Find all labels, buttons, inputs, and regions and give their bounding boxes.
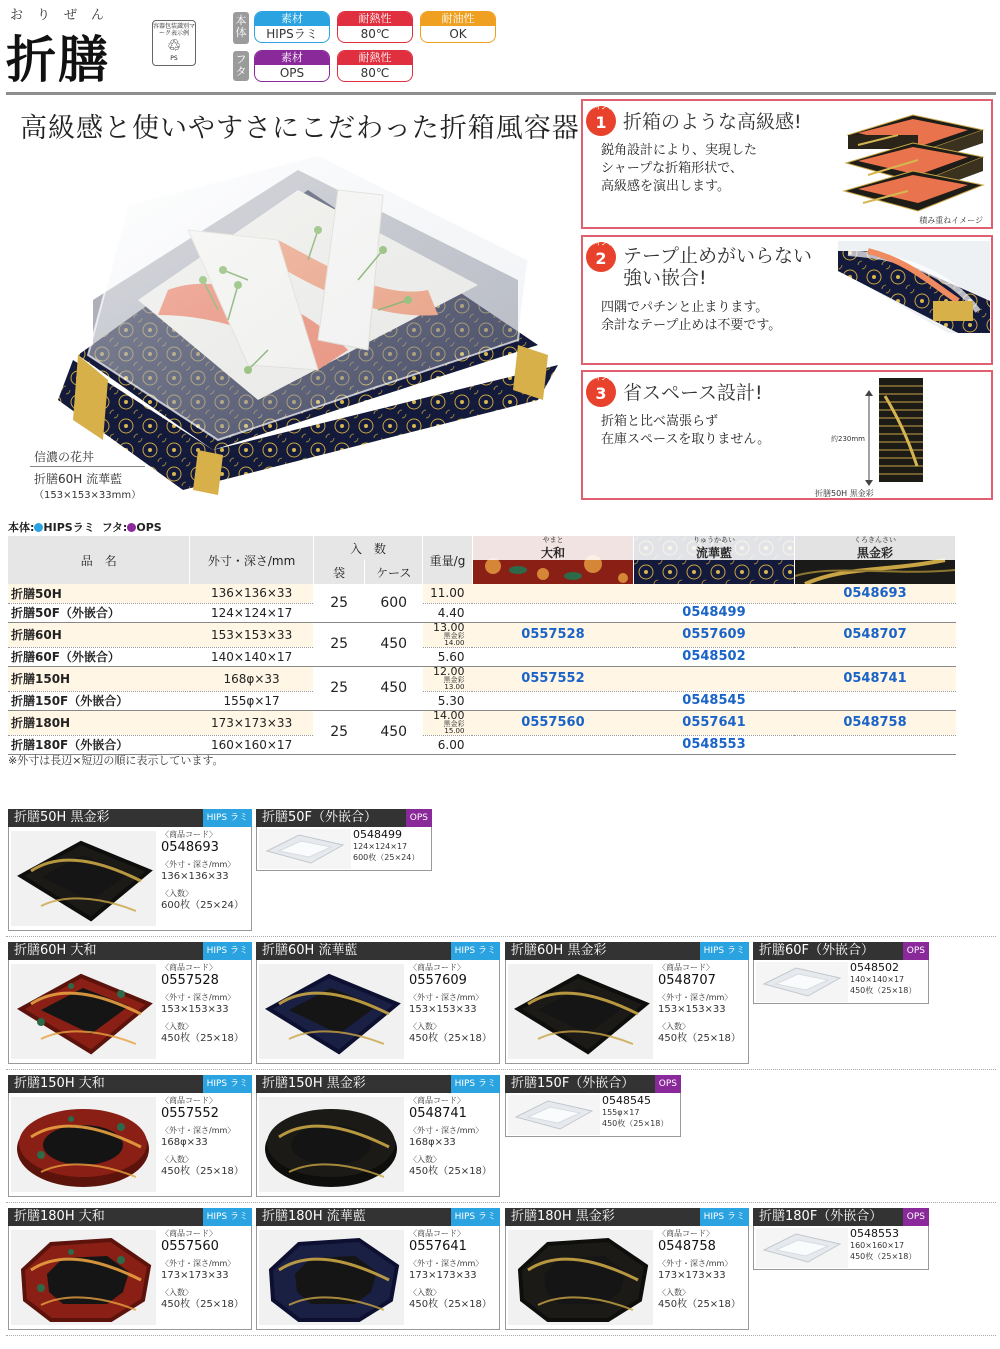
cell-code-0 <box>472 603 633 622</box>
page-title: 折膳 <box>6 30 110 89</box>
product-card <box>8 1075 252 1197</box>
cell-size: 153×153×33 <box>190 622 313 647</box>
product-qty: 450枚（25×18） <box>602 1119 669 1128</box>
card-title-text: 折膳60F（外嵌合） <box>759 943 875 958</box>
card-info <box>658 1228 748 1311</box>
material-tag: HIPS ラミ <box>451 1208 500 1226</box>
card-title-text: 折膳50F（外嵌合） <box>262 810 378 825</box>
table-row <box>8 710 956 735</box>
product-size: 153×153×33 <box>409 1004 477 1015</box>
cell-name: 折膳180F（外嵌合） <box>8 735 190 754</box>
card-body <box>256 1226 500 1330</box>
card-info <box>161 1095 251 1178</box>
product-code: 0557552 <box>161 1106 219 1121</box>
table-footnote: ※外寸は長辺×短辺の順に表示しています。 <box>8 754 224 767</box>
product-card <box>753 942 929 1004</box>
point-1-badge: ポイント 1 <box>586 106 616 136</box>
product-image <box>259 1097 404 1192</box>
cell-code-0: 0557560 <box>472 710 633 735</box>
product-qty: 450枚（25×18） <box>161 1033 244 1044</box>
code-label: 〈商品コード〉 <box>161 1096 217 1105</box>
product-size: 153×153×33 <box>161 1004 229 1015</box>
cell-code-1: 0548553 <box>633 735 794 754</box>
code-label: 〈商品コード〉 <box>409 963 465 972</box>
cell-code-0: 0557528 <box>472 622 633 647</box>
product-code: 0557609 <box>409 973 467 988</box>
cell-name: 折膳150H <box>8 666 190 691</box>
cell-code-2: 0548758 <box>794 710 955 735</box>
material-tag: OPS <box>903 942 929 960</box>
cell-weight: 11.00 <box>423 584 473 603</box>
product-image <box>508 1095 600 1135</box>
product-card <box>256 942 500 1064</box>
table-row <box>8 691 956 710</box>
body-badge-head: 耐油性 <box>421 12 495 26</box>
product-size: 140×140×17 <box>850 975 905 984</box>
product-image <box>756 1228 848 1268</box>
card-title <box>8 1208 252 1226</box>
size-label: 〈外寸・深さ/mm〉 <box>161 993 236 1002</box>
card-title <box>505 1075 681 1093</box>
size-label: 〈外寸・深さ/mm〉 <box>409 1259 484 1268</box>
card-title <box>505 1208 749 1226</box>
col-weight: 重量/g <box>423 536 473 584</box>
material-tag: HIPS ラミ <box>451 942 500 960</box>
cell-case: 450 <box>365 666 423 710</box>
card-title-text: 折膳50H 黒金彩 <box>14 810 110 825</box>
card-info <box>161 962 251 1045</box>
cell-code-1: 0548545 <box>633 691 794 710</box>
height-note: 約230mm <box>831 435 865 443</box>
row-separator <box>6 936 996 937</box>
cell-case: 450 <box>365 710 423 754</box>
cell-size: 136×136×33 <box>190 584 313 603</box>
caption-underline <box>30 466 145 467</box>
product-qty: 450枚（25×18） <box>409 1299 492 1310</box>
lid-badge-1 <box>337 50 413 82</box>
product-image <box>11 964 156 1059</box>
lid-badge-value: 80℃ <box>360 66 390 80</box>
product-code: 0557560 <box>161 1239 219 1254</box>
card-body <box>8 1226 252 1330</box>
lid-badge-0 <box>254 50 330 82</box>
body-badge-value: 80℃ <box>360 27 390 41</box>
col-bag: 袋 <box>313 560 365 584</box>
product-card <box>753 1208 929 1270</box>
row-separator <box>6 1069 996 1070</box>
card-body <box>505 1093 681 1137</box>
point-1-box <box>581 99 993 229</box>
point-1-text: 鋭角設計により、実現した シャープな折箱形状で、 高級感を演出します。 <box>601 143 758 194</box>
point-3-box <box>581 370 993 500</box>
qty-label: 〈入数〉 <box>409 1155 441 1164</box>
product-card <box>505 1075 681 1137</box>
stacked-containers-image <box>877 376 925 484</box>
cell-name: 折膳60H <box>8 622 190 647</box>
card-body <box>8 1093 252 1197</box>
product-code: 0548502 <box>850 961 899 974</box>
card-title-text: 折膳60H 大和 <box>14 943 97 958</box>
body-badge-value: OK <box>449 27 467 41</box>
point-2-title: テープ止めがいらない 強い嵌合! <box>623 245 813 289</box>
point-3-badge: ポイント 3 <box>586 377 616 407</box>
product-size: 124×124×17 <box>353 842 408 851</box>
recycle-mark-label: 容器包装識別マーク表示例 <box>153 23 196 37</box>
cell-code-0 <box>472 647 633 666</box>
cell-size: 173×173×33 <box>190 710 313 735</box>
product-card <box>256 1075 500 1197</box>
product-size: 136×136×33 <box>161 871 229 882</box>
card-info <box>409 1228 499 1311</box>
lid-badge-head: 素材 <box>255 51 329 65</box>
body-badge-2 <box>420 11 496 43</box>
material-tag: HIPS ラミ <box>203 809 252 827</box>
cell-case: 450 <box>365 622 423 666</box>
table-row <box>8 584 956 603</box>
photo-caption-dish: 信濃の花丼 <box>34 450 95 464</box>
table-row <box>8 666 956 691</box>
cell-code-2: 0548741 <box>794 666 955 691</box>
cell-size: 140×140×17 <box>190 647 313 666</box>
cell-weight: 5.60 <box>423 647 473 666</box>
cell-bag: 25 <box>313 666 365 710</box>
product-qty: 450枚（25×18） <box>658 1299 741 1310</box>
card-body <box>8 960 252 1064</box>
photo-caption-size: （153×153×33mm） <box>34 490 142 501</box>
cell-weight: 12.00 黒金彩 13.00 <box>423 666 473 691</box>
photo-caption-product: 折膳60H 流華藍 <box>34 472 123 486</box>
card-info <box>658 962 748 1045</box>
product-image <box>11 1097 156 1192</box>
card-title <box>256 942 500 960</box>
cell-name: 折膳50F（外嵌合） <box>8 603 190 622</box>
card-title-text: 折膳180F（外嵌合） <box>759 1209 883 1224</box>
product-qty: 450枚（25×18） <box>409 1166 492 1177</box>
point-1-title: 折箱のような高級感! <box>623 111 802 133</box>
col-name: 品 名 <box>8 536 190 584</box>
material-tag: OPS <box>406 809 432 827</box>
card-body <box>256 827 432 871</box>
cell-name: 折膳50H <box>8 584 190 603</box>
product-size: 168φ×33 <box>161 1137 208 1148</box>
col-kurokin <box>794 536 955 584</box>
fit-closeup-image <box>838 241 990 333</box>
cell-code-2 <box>794 603 955 622</box>
material-tag: OPS <box>903 1208 929 1226</box>
card-info <box>161 1228 251 1311</box>
card-title-text: 折膳60H 黒金彩 <box>511 943 607 958</box>
cell-size: 124×124×17 <box>190 603 313 622</box>
product-card <box>8 942 252 1064</box>
body-badge-head: 耐熱性 <box>338 12 412 26</box>
recycle-icon: ♲ <box>166 36 182 55</box>
point-2-badge: ポイント 2 <box>586 242 616 272</box>
product-code: 0557528 <box>161 973 219 988</box>
size-label: 〈外寸・深さ/mm〉 <box>161 1259 236 1268</box>
product-size: 168φ×33 <box>409 1137 456 1148</box>
card-title-text: 折膳150H 黒金彩 <box>262 1076 366 1091</box>
cell-size: 155φ×17 <box>190 691 313 710</box>
material-note: 本体: HIPSラミ フタ: OPS <box>8 521 162 534</box>
cell-code-1 <box>633 666 794 691</box>
body-badge-value: HIPSラミ <box>266 27 318 41</box>
code-label: 〈商品コード〉 <box>161 1229 217 1238</box>
cell-weight: 14.00 黒金彩 15.00 <box>423 710 473 735</box>
card-body <box>753 1226 929 1270</box>
card-title <box>8 942 252 960</box>
cell-code-1: 0557641 <box>633 710 794 735</box>
qty-label: 〈入数〉 <box>658 1288 690 1297</box>
table-row <box>8 622 956 647</box>
qty-label: 〈入数〉 <box>658 1022 690 1031</box>
material-tag: HIPS ラミ <box>203 1075 252 1093</box>
card-title <box>8 809 252 827</box>
card-body <box>256 1093 500 1197</box>
body-badge-head: 素材 <box>255 12 329 26</box>
product-qty: 450枚（25×18） <box>658 1033 741 1044</box>
product-card <box>256 1208 500 1330</box>
product-qty: 450枚（25×18） <box>850 1252 917 1261</box>
cell-code-0 <box>472 584 633 603</box>
card-info <box>409 962 499 1045</box>
cell-size: 160×160×17 <box>190 735 313 754</box>
cell-name: 折膳60F（外嵌合） <box>8 647 190 666</box>
qty-label: 〈入数〉 <box>161 1022 193 1031</box>
card-title <box>256 1075 500 1093</box>
card-title <box>256 809 432 827</box>
product-code: 0548499 <box>353 828 402 841</box>
material-tag: HIPS ラミ <box>451 1075 500 1093</box>
qty-label: 〈入数〉 <box>409 1288 441 1297</box>
product-size: 153×153×33 <box>658 1004 726 1015</box>
cell-code-0: 0557552 <box>472 666 633 691</box>
card-title <box>505 942 749 960</box>
recycle-material: PS <box>170 55 178 62</box>
product-card <box>505 1208 749 1330</box>
col-ryuka <box>633 536 794 584</box>
stack-image <box>838 105 988 215</box>
card-info <box>850 1227 940 1262</box>
product-image <box>508 1230 653 1325</box>
card-info <box>602 1094 692 1129</box>
card-info <box>161 829 251 912</box>
cell-code-2 <box>794 647 955 666</box>
size-label: 〈外寸・深さ/mm〉 <box>658 1259 733 1268</box>
header-divider <box>6 92 996 95</box>
code-label: 〈商品コード〉 <box>658 1229 714 1238</box>
cell-weight: 13.00 黒金彩 14.00 <box>423 622 473 647</box>
product-image <box>11 1230 156 1325</box>
code-label: 〈商品コード〉 <box>409 1229 465 1238</box>
card-title <box>753 1208 929 1226</box>
product-size: 173×173×33 <box>658 1270 726 1281</box>
cell-bag: 25 <box>313 584 365 622</box>
card-title-text: 折膳180H 黒金彩 <box>511 1209 615 1224</box>
product-size: 173×173×33 <box>409 1270 477 1281</box>
table-row <box>8 647 956 666</box>
col-yamato <box>472 536 633 584</box>
product-card <box>256 809 432 871</box>
size-label: 〈外寸・深さ/mm〉 <box>161 1126 236 1135</box>
card-info <box>409 1095 499 1178</box>
row-separator <box>6 1335 996 1336</box>
card-title <box>753 942 929 960</box>
qty-label: 〈入数〉 <box>161 1288 193 1297</box>
code-label: 〈商品コード〉 <box>161 963 217 972</box>
col-case: ケース <box>365 560 423 584</box>
card-body <box>8 827 252 931</box>
qty-label: 〈入数〉 <box>161 1155 193 1164</box>
product-code: 0557641 <box>409 1239 467 1254</box>
cell-code-2: 0548693 <box>794 584 955 603</box>
qty-label: 〈入数〉 <box>409 1022 441 1031</box>
product-code: 0548545 <box>602 1094 651 1107</box>
card-title <box>8 1075 252 1093</box>
code-label: 〈商品コード〉 <box>161 830 217 839</box>
stack-image-note: 積み重ねイメージ <box>919 216 983 225</box>
lid-side-label: フタ <box>233 51 249 81</box>
product-code: 0548693 <box>161 840 219 855</box>
cell-size: 168φ×33 <box>190 666 313 691</box>
lid-badge-value: OPS <box>279 66 305 80</box>
title-ruby: おりぜん <box>10 8 119 23</box>
cell-code-2 <box>794 691 955 710</box>
size-label: 〈外寸・深さ/mm〉 <box>409 993 484 1002</box>
table-row <box>8 603 956 622</box>
size-label: 〈外寸・深さ/mm〉 <box>161 860 236 869</box>
product-size: 173×173×33 <box>161 1270 229 1281</box>
product-photo <box>18 150 563 510</box>
product-size: 160×160×17 <box>850 1241 905 1250</box>
point-2-box <box>581 235 993 365</box>
card-info <box>850 961 940 996</box>
card-info <box>353 828 443 863</box>
material-tag: HIPS ラミ <box>700 942 749 960</box>
card-body <box>505 960 749 1064</box>
card-title-text: 折膳150F（外嵌合） <box>511 1076 635 1091</box>
point-3-text: 折箱と比べ嵩張らず 在庫スペースを取りません。 <box>601 414 771 447</box>
point-3-title: 省スペース設計! <box>623 382 763 404</box>
stacked-image-note: 折膳50H 黒金彩 <box>815 489 874 498</box>
point-2-text: 四隅でパチンと止まります。 余計なテープ止めは不要です。 <box>601 300 782 333</box>
card-title-text: 折膳180H 大和 <box>14 1209 105 1224</box>
product-code: 0548741 <box>409 1106 467 1121</box>
product-code: 0548707 <box>658 973 716 988</box>
material-tag: HIPS ラミ <box>203 1208 252 1226</box>
card-title-text: 折膳180H 流華藍 <box>262 1209 366 1224</box>
card-body <box>505 1226 749 1330</box>
material-tag: HIPS ラミ <box>700 1208 749 1226</box>
product-qty: 450枚（25×18） <box>161 1166 244 1177</box>
product-image <box>259 829 351 869</box>
card-title <box>256 1208 500 1226</box>
product-card <box>8 1208 252 1330</box>
product-image <box>11 831 156 926</box>
material-tag: HIPS ラミ <box>203 942 252 960</box>
lid-badge-head: 耐熱性 <box>338 51 412 65</box>
product-code: 0548758 <box>658 1239 716 1254</box>
cell-code-2: 0548707 <box>794 622 955 647</box>
cell-weight: 5.30 <box>423 691 473 710</box>
row-separator <box>6 1202 996 1203</box>
cell-code-1: 0548502 <box>633 647 794 666</box>
size-label: 〈外寸・深さ/mm〉 <box>409 1126 484 1135</box>
material-tag: OPS <box>655 1075 681 1093</box>
product-image <box>508 964 653 1059</box>
product-qty: 450枚（25×18） <box>409 1033 492 1044</box>
product-card <box>505 942 749 1064</box>
product-qty: 450枚（25×18） <box>161 1299 244 1310</box>
card-body <box>256 960 500 1064</box>
cell-bag: 25 <box>313 710 365 754</box>
cell-code-0 <box>472 735 633 754</box>
code-label: 〈商品コード〉 <box>409 1096 465 1105</box>
cell-name: 折膳180H <box>8 710 190 735</box>
product-size: 155φ×17 <box>602 1108 640 1117</box>
product-qty: 600枚（25×24） <box>161 900 244 911</box>
col-size: 外寸・深さ/mm <box>190 536 313 584</box>
qty-label: 〈入数〉 <box>161 889 193 898</box>
cell-weight: 4.40 <box>423 603 473 622</box>
product-code: 0548553 <box>850 1227 899 1240</box>
cell-code-1 <box>633 584 794 603</box>
col-qty: 入 数 <box>313 536 422 560</box>
cell-code-0 <box>472 691 633 710</box>
product-image <box>756 962 848 1002</box>
card-body <box>753 960 929 1004</box>
cell-bag: 25 <box>313 622 365 666</box>
product-card <box>8 809 252 931</box>
body-badge-0 <box>254 11 330 43</box>
cell-name: 折膳150F（外嵌合） <box>8 691 190 710</box>
product-qty: 600枚（25×24） <box>353 853 420 862</box>
code-label: 〈商品コード〉 <box>658 963 714 972</box>
product-image <box>259 964 404 1059</box>
body-badge-1 <box>337 11 413 43</box>
cell-code-2 <box>794 735 955 754</box>
product-image <box>259 1230 404 1325</box>
cell-case: 600 <box>365 584 423 622</box>
cell-weight: 6.00 <box>423 735 473 754</box>
cell-code-1: 0548499 <box>633 603 794 622</box>
spec-table <box>8 536 956 755</box>
headline: 高級感と使いやすさにこだわった折箱風容器 <box>20 113 580 144</box>
card-title-text: 折膳150H 大和 <box>14 1076 105 1091</box>
recycle-mark <box>152 20 196 66</box>
height-arrow <box>863 390 875 486</box>
size-label: 〈外寸・深さ/mm〉 <box>658 993 733 1002</box>
cell-code-1: 0557609 <box>633 622 794 647</box>
product-qty: 450枚（25×18） <box>850 986 917 995</box>
card-title-text: 折膳60H 流華藍 <box>262 943 358 958</box>
body-side-label: 本体 <box>233 12 249 44</box>
